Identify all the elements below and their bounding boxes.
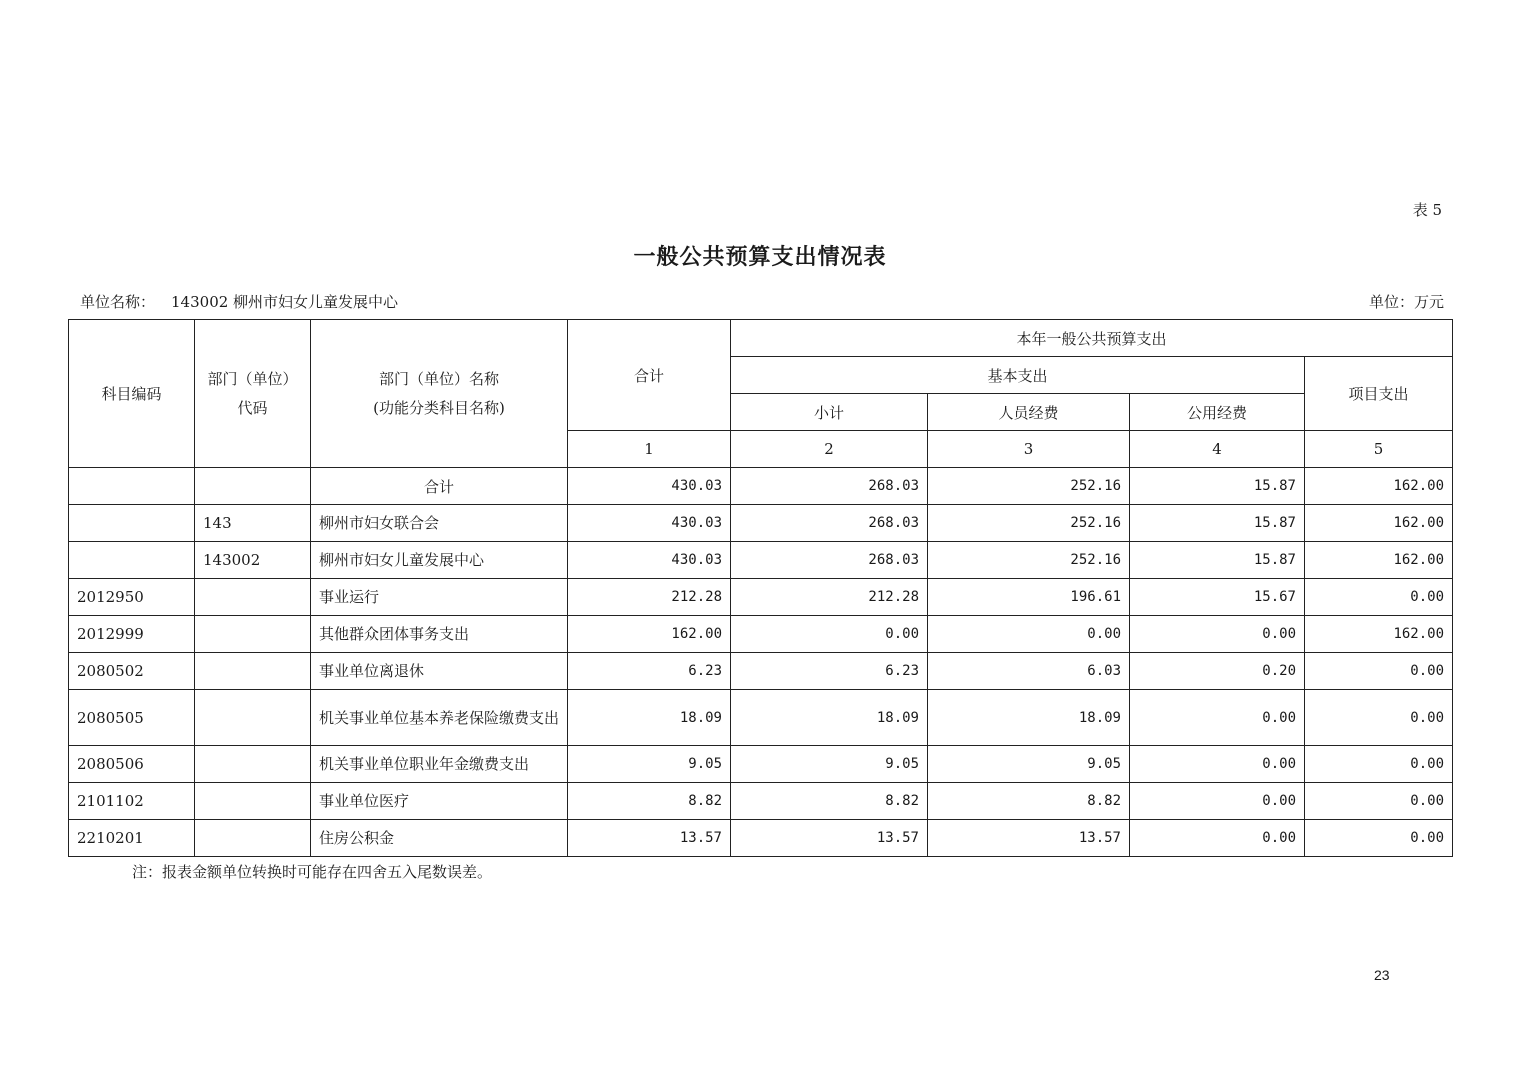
cell-total: 212.28	[568, 579, 731, 616]
table-row	[69, 746, 1453, 783]
page-number: 23	[1374, 967, 1390, 983]
cell-dept-code	[195, 820, 311, 857]
cell-public: 0.00	[1130, 690, 1305, 746]
header-subject-code: 科目编码	[69, 320, 195, 468]
cell-project: 162.00	[1305, 616, 1453, 653]
table-row	[69, 579, 1453, 616]
cell-subtotal: 6.23	[731, 653, 928, 690]
cell-dept-code	[195, 579, 311, 616]
cell-total: 430.03	[568, 542, 731, 579]
cell-public: 0.00	[1130, 616, 1305, 653]
header-project: 项目支出	[1305, 357, 1453, 431]
cell-subtotal: 8.82	[731, 783, 928, 820]
cell-subject-code: 2080505	[69, 690, 195, 746]
cell-personnel: 13.57	[928, 820, 1130, 857]
cell-name: 机关事业单位职业年金缴费支出	[311, 746, 568, 783]
cell-total: 162.00	[568, 616, 731, 653]
cell-total: 6.23	[568, 653, 731, 690]
cell-project: 162.00	[1305, 542, 1453, 579]
cell-project: 162.00	[1305, 505, 1453, 542]
cell-project: 0.00	[1305, 653, 1453, 690]
table-row	[69, 505, 1453, 542]
cell-project: 0.00	[1305, 746, 1453, 783]
cell-name: 事业运行	[311, 579, 568, 616]
cell-dept-code	[195, 783, 311, 820]
cell-name: 事业单位离退休	[311, 653, 568, 690]
table-row	[69, 468, 1453, 505]
cell-subtotal: 268.03	[731, 542, 928, 579]
table-row	[69, 690, 1453, 746]
cell-personnel: 8.82	[928, 783, 1130, 820]
header-col-num-3: 3	[928, 431, 1130, 468]
cell-public: 15.87	[1130, 468, 1305, 505]
cell-subject-code	[69, 505, 195, 542]
cell-personnel: 252.16	[928, 468, 1130, 505]
header-col-num-1: 1	[568, 431, 731, 468]
page-title: 一般公共预算支出情况表	[633, 244, 887, 270]
cell-name: 机关事业单位基本养老保险缴费支出	[311, 690, 568, 746]
cell-project: 0.00	[1305, 579, 1453, 616]
table-row	[69, 542, 1453, 579]
header-col-num-2: 2	[731, 431, 928, 468]
cell-public: 15.87	[1130, 542, 1305, 579]
cell-dept-code	[195, 468, 311, 505]
header-dept-code-line2: 代码	[237, 398, 268, 417]
cell-personnel: 6.03	[928, 653, 1130, 690]
cell-subject-code: 2012950	[69, 579, 195, 616]
cell-total: 18.09	[568, 690, 731, 746]
cell-total: 8.82	[568, 783, 731, 820]
cell-total: 430.03	[568, 468, 731, 505]
header-col-num-5: 5	[1305, 431, 1453, 468]
cell-total: 13.57	[568, 820, 731, 857]
cell-name: 其他群众团体事务支出	[311, 616, 568, 653]
cell-personnel: 252.16	[928, 542, 1130, 579]
cell-public: 15.87	[1130, 505, 1305, 542]
unit-name-label: 单位名称：	[80, 293, 156, 311]
cell-name: 合计	[311, 468, 568, 505]
cell-subject-code: 2080506	[69, 746, 195, 783]
cell-personnel: 18.09	[928, 690, 1130, 746]
cell-subtotal: 212.28	[731, 579, 928, 616]
cell-public: 0.00	[1130, 820, 1305, 857]
cell-project: 0.00	[1305, 690, 1453, 746]
cell-personnel: 252.16	[928, 505, 1130, 542]
unit-name-line	[80, 291, 398, 312]
cell-subtotal: 268.03	[731, 505, 928, 542]
header-personnel: 人员经费	[928, 394, 1130, 431]
cell-public: 0.20	[1130, 653, 1305, 690]
cell-personnel: 0.00	[928, 616, 1130, 653]
footnote: 注：报表金额单位转换时可能存在四舍五入尾数误差。	[132, 863, 493, 881]
header-dept-code	[195, 320, 311, 468]
currency-unit: 单位：万元	[1368, 293, 1444, 311]
header-group: 本年一般公共预算支出	[731, 320, 1453, 357]
table-row	[69, 653, 1453, 690]
cell-dept-code: 143	[195, 505, 311, 542]
cell-subject-code: 2101102	[69, 783, 195, 820]
table-row	[69, 820, 1453, 857]
cell-public: 0.00	[1130, 783, 1305, 820]
cell-subject-code: 2080502	[69, 653, 195, 690]
cell-public: 15.67	[1130, 579, 1305, 616]
cell-subtotal: 13.57	[731, 820, 928, 857]
table-number: 表 5	[1412, 201, 1442, 219]
cell-name: 柳州市妇女联合会	[311, 505, 568, 542]
header-dept-code-line1: 部门（单位）	[207, 369, 298, 388]
cell-dept-code	[195, 746, 311, 783]
header-total: 合计	[568, 320, 731, 431]
cell-subtotal: 0.00	[731, 616, 928, 653]
cell-name: 住房公积金	[311, 820, 568, 857]
cell-subject-code	[69, 468, 195, 505]
cell-project: 162.00	[1305, 468, 1453, 505]
table-row	[69, 783, 1453, 820]
header-dept-name-line2: (功能分类科目名称)	[373, 398, 505, 417]
header-subtotal: 小计	[731, 394, 928, 431]
cell-subtotal: 268.03	[731, 468, 928, 505]
cell-subject-code: 2012999	[69, 616, 195, 653]
header-col-num-4: 4	[1130, 431, 1305, 468]
cell-dept-code	[195, 653, 311, 690]
cell-subject-code	[69, 542, 195, 579]
cell-subject-code: 2210201	[69, 820, 195, 857]
header-basic: 基本支出	[731, 357, 1305, 394]
table-row	[69, 616, 1453, 653]
cell-subtotal: 18.09	[731, 690, 928, 746]
cell-subtotal: 9.05	[731, 746, 928, 783]
cell-dept-code	[195, 690, 311, 746]
header-public: 公用经费	[1130, 394, 1305, 431]
cell-dept-code	[195, 616, 311, 653]
table-header	[69, 320, 1453, 468]
header-dept-name-line1: 部门（单位）名称	[378, 369, 499, 388]
cell-project: 0.00	[1305, 820, 1453, 857]
cell-dept-code: 143002	[195, 542, 311, 579]
cell-personnel: 9.05	[928, 746, 1130, 783]
cell-name: 柳州市妇女儿童发展中心	[311, 542, 568, 579]
header-dept-name	[311, 320, 568, 468]
table-body	[69, 468, 1453, 857]
cell-public: 0.00	[1130, 746, 1305, 783]
cell-total: 430.03	[568, 505, 731, 542]
budget-table	[68, 319, 1453, 857]
cell-project: 0.00	[1305, 783, 1453, 820]
cell-name: 事业单位医疗	[311, 783, 568, 820]
cell-personnel: 196.61	[928, 579, 1130, 616]
cell-total: 9.05	[568, 746, 731, 783]
unit-name-value: 143002 柳州市妇女儿童发展中心	[171, 293, 399, 311]
